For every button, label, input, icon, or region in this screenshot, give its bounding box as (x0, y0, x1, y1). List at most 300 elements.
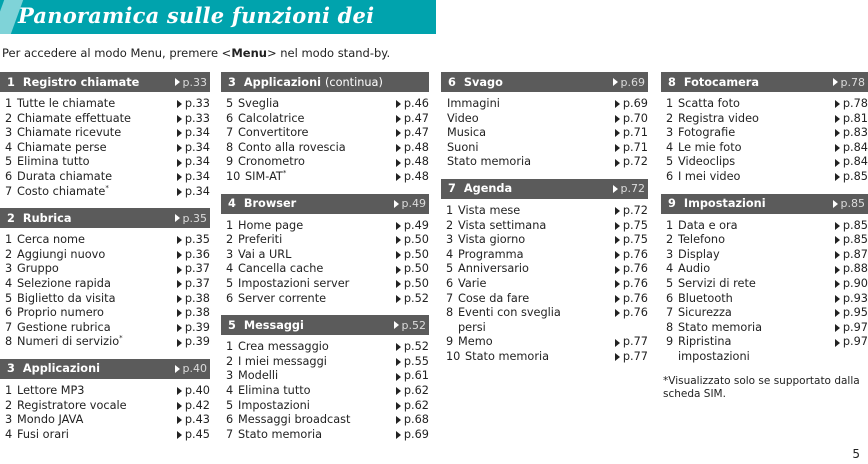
menu-item-number: 10 (446, 349, 461, 363)
menu-item-text: Registratore vocale (17, 398, 127, 412)
menu-section (441, 72, 648, 170)
menu-item-text: Proprio numero (17, 306, 104, 320)
arrow-right-icon (835, 280, 840, 288)
menu-item-page-label: p.76 (622, 276, 648, 290)
menu-item-page-label: p.34 (184, 184, 210, 198)
menu-item-text: Impostazioni (238, 398, 310, 412)
arrow-right-icon (396, 416, 401, 424)
menu-item (0, 428, 210, 443)
menu-item-number: 5 (226, 97, 234, 110)
menu-item-text: Ripristina impostazioni (678, 335, 750, 363)
section-title: Svago (463, 75, 503, 89)
menu-item-text: Messaggi broadcast (238, 413, 351, 427)
menu-item-text: Selezione rapida (17, 276, 111, 290)
arrow-right-icon (177, 324, 182, 332)
section-header (221, 72, 429, 92)
menu-item-page-label: p.38 (184, 291, 210, 305)
intro-key: Menu (231, 46, 267, 60)
section-page (833, 194, 865, 214)
section-number: 1 (7, 75, 15, 89)
menu-item-text: Vai a URL (238, 247, 292, 261)
menu-section (441, 179, 648, 365)
menu-item-number: 7 (666, 306, 674, 320)
menu-item-number: 6 (226, 291, 234, 305)
menu-item-page-label: p.81 (842, 111, 868, 125)
menu-item (661, 262, 868, 277)
menu-item-page-label: p.48 (403, 169, 429, 183)
menu-item (441, 219, 648, 234)
menu-item-page-label: p.35 (184, 233, 210, 247)
menu-item-number: 1 (666, 218, 674, 232)
menu-item-list (661, 97, 868, 185)
menu-item-number: 4 (446, 247, 454, 261)
menu-item-page-label: p.88 (842, 262, 868, 276)
menu-item-text: Stato memoria (238, 427, 323, 441)
menu-item-page (615, 248, 648, 263)
menu-item (0, 126, 210, 141)
arrow-right-icon (396, 100, 401, 108)
menu-item-list (221, 340, 429, 442)
menu-item (221, 340, 429, 355)
menu-item-number: 2 (446, 218, 454, 232)
menu-item-number: 5 (5, 155, 13, 169)
menu-item-text: Stato memoria (678, 320, 763, 334)
menu-item (0, 384, 210, 399)
menu-item-page (615, 141, 648, 156)
menu-item-text: Stato memoria (447, 155, 532, 169)
menu-section (661, 194, 868, 365)
section-number: 7 (448, 182, 456, 196)
menu-item-page (615, 262, 648, 277)
menu-item (441, 248, 648, 263)
menu-item (661, 141, 868, 156)
arrow-right-icon (615, 339, 620, 347)
menu-item-page (177, 277, 210, 292)
menu-item-number: 2 (226, 233, 234, 247)
intro-before: Per accedere al modo Menu, premere < (2, 46, 232, 60)
menu-item-page (835, 306, 868, 321)
menu-item (0, 321, 210, 336)
menu-item-number: 1 (5, 97, 13, 110)
menu-item (0, 292, 210, 307)
arrow-right-icon (835, 173, 840, 181)
menu-item-number: 1 (5, 233, 13, 247)
menu-item-text: Anniversario (458, 262, 529, 276)
menu-item-text: Memo (458, 335, 493, 349)
menu-item-text: Varie (458, 276, 487, 290)
menu-item (661, 219, 868, 234)
arrow-right-icon (615, 207, 620, 215)
menu-item-label (458, 306, 578, 335)
menu-item-page-label: p.49 (403, 218, 429, 232)
menu-item-text: Server corrente (238, 291, 327, 305)
arrow-right-icon (396, 236, 401, 244)
menu-item-text: Videoclips (678, 155, 736, 169)
menu-item-number: 2 (666, 111, 674, 125)
menu-item-number: 7 (226, 126, 234, 140)
menu-item-page-label: p.50 (403, 262, 429, 276)
arrow-right-icon (615, 144, 620, 152)
menu-item-page (177, 126, 210, 141)
menu-item-number: 2 (5, 398, 13, 412)
menu-item-page-label: p.76 (622, 247, 648, 261)
arrow-right-icon (177, 431, 182, 439)
menu-item (0, 413, 210, 428)
menu-item-page (396, 97, 429, 112)
menu-item-page-label: p.84 (842, 140, 868, 154)
menu-item-page-label: p.43 (184, 413, 210, 427)
menu-item-page (396, 170, 429, 185)
menu-item-number: 6 (5, 169, 13, 183)
menu-item-page-label: p.71 (622, 140, 648, 154)
section-page (394, 315, 426, 335)
arrow-right-icon (177, 115, 182, 123)
section-title: Fotocamera (683, 75, 760, 89)
menu-item-number: 3 (666, 247, 674, 261)
menu-item-page (177, 248, 210, 263)
menu-item (221, 277, 429, 292)
menu-item (661, 306, 868, 321)
menu-item-page (835, 262, 868, 277)
menu-item-text: Video (447, 111, 479, 125)
menu-item-page (396, 384, 429, 399)
arrow-right-icon (177, 251, 182, 259)
section-title: Messaggi (243, 318, 304, 332)
footnote: *Visualizzato solo se supportato dalla scheda SIM. (663, 374, 860, 400)
menu-item-page-label: p.75 (622, 233, 648, 247)
section-title: Applicazioni (22, 362, 100, 376)
section-page-label: p.52 (401, 318, 426, 332)
section-header (661, 194, 868, 214)
menu-item-number: 4 (666, 140, 674, 154)
section-header (661, 72, 868, 92)
arrow-right-icon (396, 266, 401, 274)
menu-item-page-label: p.76 (622, 262, 648, 276)
section-page-label: p.69 (620, 75, 645, 89)
menu-item-text: Numeri di servizio (17, 335, 120, 349)
menu-item-number: 2 (666, 233, 674, 247)
menu-item-page-label: p.70 (622, 111, 648, 125)
arrow-right-icon (175, 78, 180, 86)
arrow-right-icon (177, 173, 182, 181)
arrow-right-icon (177, 280, 182, 288)
menu-item-number: 5 (446, 262, 454, 276)
section-number: 2 (7, 211, 15, 225)
menu-item-number: 7 (226, 427, 234, 441)
section-title: Agenda (463, 182, 513, 196)
menu-item (221, 399, 429, 414)
menu-item-page-label: p.83 (842, 126, 868, 140)
menu-item-text: Programma (458, 247, 524, 261)
menu-item (0, 185, 210, 200)
menu-item-page (615, 155, 648, 170)
menu-item-page (615, 204, 648, 219)
menu-item-page-label: p.33 (184, 111, 210, 125)
menu-item-page-label: p.61 (403, 369, 429, 383)
menu-item-page (177, 185, 210, 200)
section-page-label: p.33 (182, 75, 207, 89)
menu-item (441, 204, 648, 219)
menu-item-page (835, 126, 868, 141)
menu-item-page (177, 306, 210, 321)
menu-item-page-label: p.87 (842, 247, 868, 261)
section-number: 6 (448, 75, 456, 89)
menu-item-page-label: p.75 (622, 218, 648, 232)
menu-item (221, 170, 429, 185)
arrow-right-icon (177, 387, 182, 395)
menu-item-text: Sicurezza (678, 306, 732, 320)
menu-item-page (396, 277, 429, 292)
menu-item-number: 4 (666, 262, 674, 276)
menu-item-text: Scatta foto (678, 97, 740, 110)
menu-item-number: 2 (5, 111, 13, 125)
menu-item-page (835, 321, 868, 336)
menu-item-number: 7 (446, 291, 454, 305)
menu-item-page-label: p.55 (403, 354, 429, 368)
menu-item-number: 3 (226, 369, 234, 383)
section-page (833, 72, 865, 92)
menu-item-page-label: p.85 (842, 233, 868, 247)
arrow-right-icon (833, 78, 838, 86)
menu-item-page (835, 248, 868, 263)
menu-item-text: Vista settimana (458, 218, 547, 232)
section-title: Applicazioni (243, 75, 321, 89)
arrow-right-icon (615, 222, 620, 230)
section-header (221, 194, 429, 214)
menu-section (221, 194, 429, 307)
menu-item-page-label: p.34 (184, 169, 210, 183)
arrow-right-icon (615, 236, 620, 244)
menu-item-text: Le mie foto (678, 140, 742, 154)
menu-item-page (177, 262, 210, 277)
menu-item-number: 2 (5, 247, 13, 261)
menu-item-number: 3 (5, 262, 13, 276)
menu-item-page (177, 428, 210, 443)
section-page-label: p.49 (401, 197, 426, 211)
section-page-label: p.35 (182, 211, 207, 225)
menu-item-page (396, 155, 429, 170)
menu-item-page (396, 262, 429, 277)
menu-item-number: 9 (446, 335, 454, 349)
menu-item (0, 399, 210, 414)
arrow-right-icon (394, 200, 399, 208)
section-number: 4 (228, 197, 236, 211)
menu-item-text: Chiamate effettuate (17, 111, 132, 125)
menu-item-page (396, 219, 429, 234)
arrow-right-icon (615, 129, 620, 137)
menu-item-page-label: p.48 (403, 140, 429, 154)
menu-item-text: Data e ora (678, 218, 738, 232)
arrow-right-icon (613, 78, 618, 86)
menu-item-number: 1 (226, 218, 234, 232)
menu-item (0, 262, 210, 277)
menu-item-number: 5 (666, 155, 674, 169)
menu-item-page-label: p.52 (403, 340, 429, 354)
menu-item (441, 306, 648, 335)
menu-item-number: 6 (666, 291, 674, 305)
arrow-right-icon (835, 251, 840, 259)
arrow-right-icon (396, 358, 401, 366)
menu-item-page (177, 112, 210, 127)
menu-item-page (835, 170, 868, 185)
arrow-right-icon (835, 222, 840, 230)
section-page (175, 359, 207, 379)
menu-item-page (835, 335, 868, 350)
menu-item (441, 277, 648, 292)
menu-item-text: Musica (447, 126, 487, 140)
menu-item-page-label: p.42 (184, 398, 210, 412)
menu-item-text: Servizi di rete (678, 276, 756, 290)
section-number: 3 (228, 75, 236, 89)
section-page-label: p.40 (182, 362, 207, 376)
menu-item-page (615, 233, 648, 248)
menu-item-text: Tutte le chiamate (17, 97, 116, 110)
menu-item (221, 112, 429, 127)
menu-column-2 (221, 72, 429, 451)
menu-item-page (396, 292, 429, 307)
menu-item (661, 248, 868, 263)
arrow-right-icon (177, 266, 182, 274)
menu-item-text: Lettore MP3 (17, 383, 85, 397)
menu-item-number: 6 (226, 413, 234, 427)
intro-text (2, 46, 390, 60)
menu-item (0, 170, 210, 185)
menu-item (661, 292, 868, 307)
arrow-right-icon (396, 173, 401, 181)
menu-item (221, 384, 429, 399)
menu-item-number: 8 (666, 320, 674, 334)
arrow-right-icon (396, 159, 401, 167)
menu-item-number: 4 (226, 383, 234, 397)
section-page-label: p.78 (840, 75, 865, 89)
arrow-right-icon (835, 309, 840, 317)
menu-item (661, 321, 868, 336)
menu-item-page (835, 233, 868, 248)
menu-item-page-label: p.52 (403, 291, 429, 305)
section-title: Impostazioni (683, 197, 766, 211)
arrow-right-icon (615, 100, 620, 108)
menu-item-label (678, 335, 768, 364)
menu-item (661, 335, 868, 364)
menu-section (0, 208, 210, 350)
menu-item (441, 141, 648, 156)
menu-item (221, 233, 429, 248)
menu-item (221, 292, 429, 307)
menu-item-page (396, 233, 429, 248)
section-header (221, 315, 429, 335)
menu-item-page-label: p.37 (184, 262, 210, 276)
menu-item-page-label: p.50 (403, 233, 429, 247)
menu-item-list (441, 204, 648, 365)
menu-item-page (177, 97, 210, 112)
menu-item-number: 5 (226, 398, 234, 412)
menu-item-list (0, 97, 210, 199)
menu-item-list (0, 384, 210, 442)
menu-item-number: 3 (5, 126, 13, 140)
section-title: Rubrica (22, 211, 72, 225)
menu-item (661, 97, 868, 112)
arrow-right-icon (396, 129, 401, 137)
arrow-right-icon (177, 144, 182, 152)
menu-item (221, 97, 429, 112)
menu-item-page (396, 248, 429, 263)
section-title: Browser (243, 197, 297, 211)
menu-item-page (615, 277, 648, 292)
menu-item-text: Telefono (678, 233, 725, 247)
menu-item (661, 277, 868, 292)
menu-item-number: 2 (226, 354, 234, 368)
menu-item-page-label: p.34 (184, 140, 210, 154)
menu-item (441, 262, 648, 277)
menu-item-page-label: p.37 (184, 276, 210, 290)
menu-item-number: 10 (226, 169, 241, 183)
menu-item-text: Convertitore (238, 126, 309, 140)
arrow-right-icon (615, 266, 620, 274)
menu-item-page (615, 97, 648, 112)
menu-item-page-label: p.93 (842, 291, 868, 305)
menu-item-page (177, 413, 210, 428)
menu-item-page-label: p.85 (842, 169, 868, 183)
menu-item-text: Aggiungi nuovo (17, 247, 106, 261)
arrow-right-icon (177, 129, 182, 137)
menu-item-text: Chiamate perse (17, 140, 107, 154)
arrow-right-icon (835, 324, 840, 332)
arrow-right-icon (175, 214, 180, 222)
menu-item-text: Gruppo (17, 262, 59, 276)
menu-item-text: I mei video (678, 169, 741, 183)
section-header (0, 359, 210, 379)
menu-item-text: Costo chiamate (17, 184, 106, 198)
arrow-right-icon (615, 280, 620, 288)
menu-item-text: Stato memoria (465, 349, 550, 363)
menu-item-text: Chiamate ricevute (17, 126, 122, 140)
menu-item-page-label: p.50 (403, 247, 429, 261)
arrow-right-icon (177, 159, 182, 167)
arrow-right-icon (835, 266, 840, 274)
footnote-marker: * (105, 183, 109, 192)
menu-item-page (396, 112, 429, 127)
menu-item-page-label: p.71 (622, 126, 648, 140)
menu-item-list (221, 97, 429, 185)
arrow-right-icon (396, 373, 401, 381)
section-page (175, 208, 207, 228)
menu-item-page (615, 292, 648, 307)
menu-item (441, 112, 648, 127)
menu-item (0, 248, 210, 263)
menu-item-text: Elimina tutto (17, 155, 90, 169)
menu-item-text: Vista mese (458, 203, 521, 217)
menu-item-text: Biglietto da visita (17, 291, 116, 305)
menu-item-text: Bluetooth (678, 291, 733, 305)
menu-item-page (835, 112, 868, 127)
arrow-right-icon (396, 222, 401, 230)
menu-item (441, 155, 648, 170)
menu-item (221, 262, 429, 277)
menu-item-page-label: p.62 (403, 383, 429, 397)
menu-item (661, 170, 868, 185)
menu-item-page (396, 399, 429, 414)
menu-item (441, 97, 648, 112)
menu-item-text: Cose da fare (458, 291, 530, 305)
menu-item (661, 155, 868, 170)
menu-item-number: 3 (5, 413, 13, 427)
menu-item-list (0, 233, 210, 350)
menu-item-number: 6 (446, 276, 454, 290)
menu-item-page (396, 413, 429, 428)
menu-item-number: 3 (666, 126, 674, 140)
menu-item-page-label: p.34 (184, 155, 210, 169)
page-number: 5 (852, 447, 860, 461)
